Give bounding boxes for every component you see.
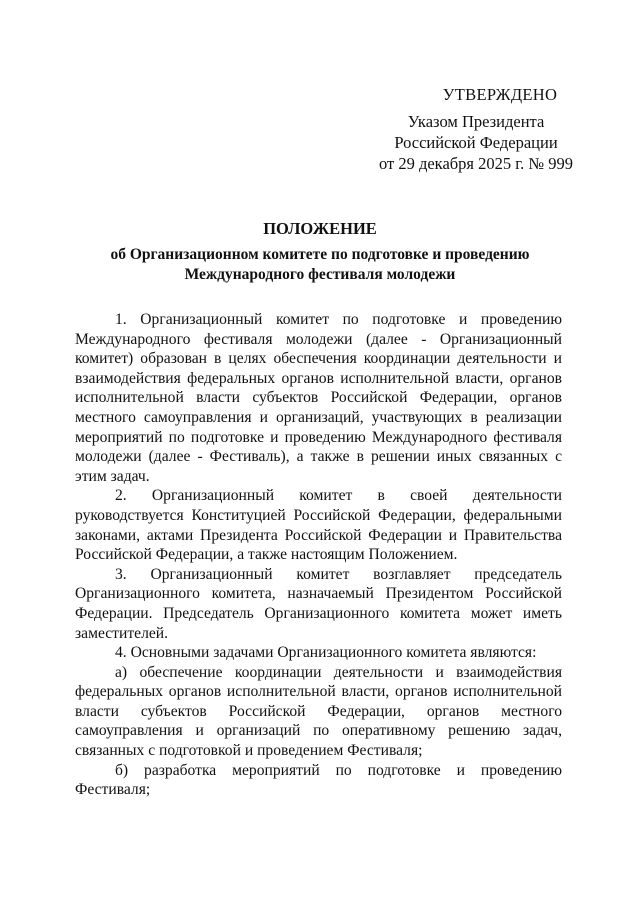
- approval-line-decree: Указом Президента: [407, 112, 545, 131]
- document-body: [75, 310, 562, 800]
- document-title: ПОЛОЖЕНИЕ: [263, 219, 377, 238]
- paragraph-4: 4. Основными задачами Организационного комитета являются:: [115, 644, 537, 662]
- paragraph-2: 2. Организационный комитет в своей деятельности руководствуется Конституцией Российской Федерации, федеральными законами, актами Президента Российской Федерации и Правительства Российской Федерации, а также настоящим Положением.: [75, 487, 562, 564]
- paragraph-4b: б) разработка мероприятий по подготовке и проведению Фестиваля;: [75, 761, 562, 799]
- paragraph-4a: а) обеспечение координации деятельности и взаимодействия федеральных органов исполнительной власти, органов исполнительной власти субъектов Российской Федерации, органов местного самоуправления и организаций по оперативному решению задач, связанных с подготовкой и проведением Фестиваля;: [75, 663, 562, 760]
- approval-heading: УТВЕРЖДЕНО: [442, 85, 558, 104]
- document-subtitle: об Организационном комитете по подготовке и проведению Международного фестиваля молодежи: [110, 246, 530, 283]
- approval-line-date: от 29 декабря 2025 г. № 999: [378, 154, 574, 173]
- paragraph-1: 1. Организационный комитет по подготовке и проведению Международного фестиваля молодежи (далее - Организационный комитет) образован в целях обеспечения координации деятельности и взаимодействия федеральных органов исполнительной власти, органов исполнительной власти субъектов Российской Федерации, органов местного самоуправления и организаций, участвующих в реализации мероприятий по подготовке и проведению Международного фестиваля молодежи (далее - Фестиваль), а также в решении иных связанных с этим задач.: [75, 311, 562, 485]
- approval-stamp: [360, 84, 592, 174]
- approval-line-country: Российской Федерации: [394, 133, 558, 152]
- paragraph-3: 3. Организационный комитет возглавляет председатель Организационного комитета, назначаемый Президентом Российской Федерации. Председатель Организационного комитета может иметь заместителей.: [75, 565, 562, 642]
